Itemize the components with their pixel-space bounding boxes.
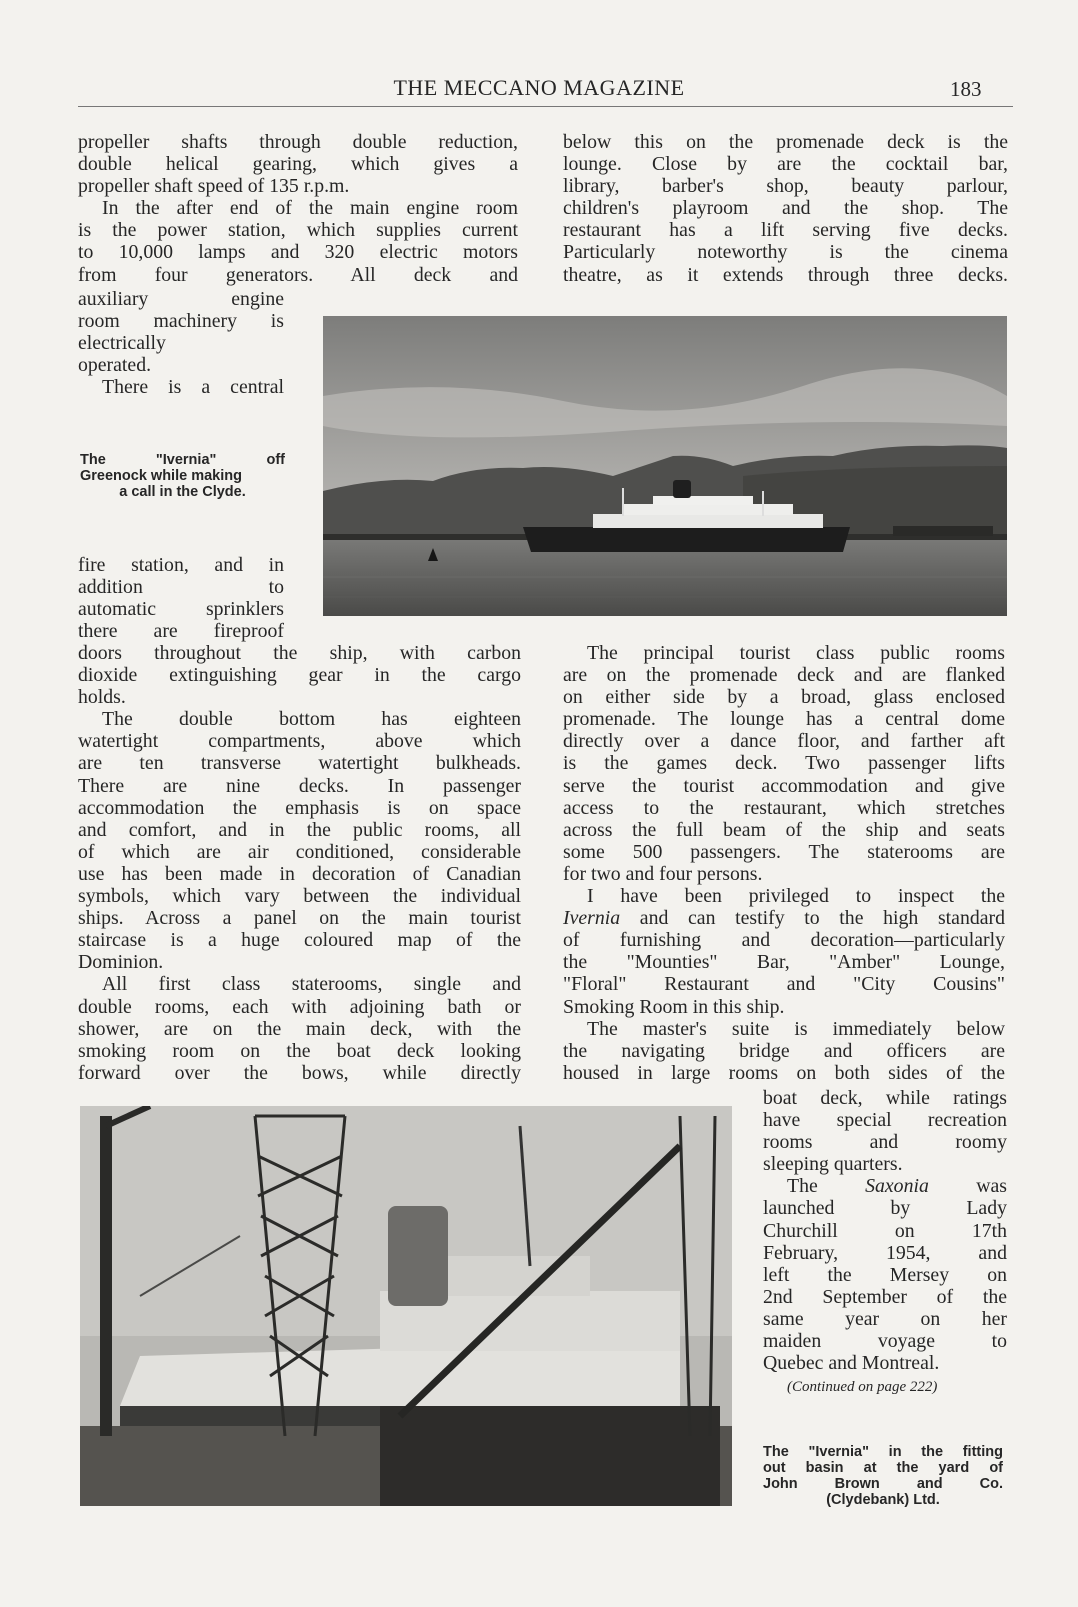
text-line: launched by Lady: [763, 1197, 1007, 1220]
caption-line: out basin at the yard of: [763, 1460, 1003, 1476]
right-column-top: [563, 131, 1008, 286]
text-line: 2nd September of the: [763, 1285, 1007, 1308]
text-line: of which are air conditioned, considerable: [78, 840, 521, 863]
text-line: the navigating bridge and officers are: [563, 1039, 1005, 1062]
text-line: double rooms, each with adjoining bath or: [78, 995, 521, 1018]
caption-line: Greenock while making: [80, 468, 242, 484]
text-line: automatic sprinklers: [78, 598, 284, 621]
text-line: shower, are on the main deck, with the: [78, 1017, 521, 1040]
text-line: left the Mersey on: [763, 1263, 1007, 1286]
right-column-narrow: [763, 1087, 1007, 1374]
text-line: serve the tourist accommodation and give: [563, 774, 1005, 797]
text-line: from four generators. All deck and: [78, 263, 518, 286]
ship-name: Saxonia: [865, 1175, 929, 1198]
left-column-top: [78, 131, 518, 286]
left-column-main: [78, 642, 521, 1084]
caption-line: John Brown and Co.: [763, 1476, 1003, 1492]
text-line: of furnishing and decoration—particularly: [563, 929, 1005, 952]
text-line: addition to: [78, 576, 284, 599]
text-line: operated.: [78, 354, 152, 377]
text-line: room machinery is: [78, 310, 284, 333]
text-line: below this on the promenade deck is the: [563, 131, 1008, 153]
caption-line: The "Ivernia" off: [80, 452, 285, 468]
text-line: have special recreation: [763, 1109, 1007, 1132]
text-line: double helical gearing, which gives a: [78, 153, 518, 176]
text-line: for two and four persons.: [563, 862, 763, 885]
text-line: accommodation the emphasis is on space: [78, 796, 521, 819]
text-line: Smoking Room in this ship.: [563, 995, 785, 1018]
text-line: The double bottom has eighteen: [102, 708, 521, 731]
text-line: doors throughout the ship, with carbon: [78, 642, 521, 664]
text-line: auxiliary engine: [78, 288, 284, 310]
text-line: children's playroom and the shop. The: [563, 197, 1008, 220]
text-line: There is a central: [102, 376, 284, 399]
text-line: symbols, which vary between the individual: [78, 885, 521, 908]
text-line: restaurant has a lift serving five decks.: [563, 219, 1008, 242]
text-line: and comfort, and in the public rooms, all: [78, 818, 521, 841]
header-rule: [78, 106, 1013, 107]
text-line: The principal tourist class public rooms: [587, 642, 1005, 664]
text-line: I have been privileged to inspect the: [587, 885, 1005, 908]
text-line: to 10,000 lamps and 320 electric motors: [78, 241, 518, 264]
text-fragment: was: [928, 1175, 1007, 1198]
left-column-narrow: [78, 288, 284, 398]
text-line: dioxide extinguishing gear in the cargo: [78, 664, 521, 687]
text-line: is the power station, which supplies current: [78, 219, 518, 242]
text-line: directly over a dance floor, and farther aft: [563, 730, 1005, 753]
text-line: Churchill on 17th: [763, 1219, 1007, 1242]
text-line: is the games deck. Two passenger lifts: [563, 752, 1005, 775]
text-line: [563, 907, 1005, 929]
text-line: library, barber's shop, beauty parlour,: [563, 175, 1008, 198]
text-line: fire station, and in: [78, 554, 284, 576]
magazine-title: THE MECCANO MAGAZINE: [393, 75, 685, 100]
text-line: promenade. The lounge has a central dome: [563, 708, 1005, 731]
text-line: The master's suite is immediately below: [587, 1017, 1005, 1040]
text-line: electrically: [78, 332, 166, 355]
continued-note: (Continued on page 222): [787, 1379, 938, 1395]
right-column-main: [563, 642, 1005, 1084]
text-line: There are nine decks. In passenger: [78, 774, 521, 797]
text-line: theatre, as it extends through three decks.: [563, 263, 1008, 286]
text-fragment: The: [787, 1175, 866, 1198]
text-line: rooms and roomy: [763, 1131, 1007, 1154]
text-line: smoking room on the boat deck looking: [78, 1039, 521, 1062]
photo-caption-fitting-out: [763, 1444, 1003, 1508]
text-line: maiden voyage to: [763, 1330, 1007, 1353]
text-line: watertight compartments, above which: [78, 730, 521, 753]
text-line: Dominion.: [78, 951, 164, 974]
text-line: Quebec and Montreal.: [763, 1352, 940, 1375]
text-line: the "Mounties" Bar, "Amber" Lounge,: [563, 951, 1005, 974]
text-line: All first class staterooms, single and: [102, 973, 521, 996]
text-line: propeller shafts through double reduction,: [78, 131, 518, 153]
text-line: staircase is a huge coloured map of the: [78, 929, 521, 952]
page-number: 183: [950, 77, 982, 101]
text-line: Particularly noteworthy is the cinema: [563, 241, 1008, 264]
left-column-narrow-2: [78, 554, 284, 642]
text-line: lounge. Close by are the cocktail bar,: [563, 153, 1008, 176]
text-line: In the after end of the main engine room: [102, 197, 518, 220]
text-line: housed in large rooms on both sides of the: [563, 1061, 1005, 1084]
text-line: holds.: [78, 686, 126, 709]
text-fragment: and can testify to the high standard: [620, 907, 1005, 930]
text-line: ships. Across a panel on the main tourist: [78, 907, 521, 930]
text-line: forward over the bows, while directly: [78, 1061, 521, 1084]
text-line: propeller shaft speed of 135 r.p.m.: [78, 175, 350, 198]
text-line: use has been made in decoration of Canadian: [78, 862, 521, 885]
text-line: same year on her: [763, 1307, 1007, 1330]
text-line: are ten transverse watertight bulkheads.: [78, 752, 521, 775]
text-line: February, 1954, and: [763, 1241, 1007, 1264]
text-line: on either side by a broad, glass enclosed: [563, 686, 1005, 709]
ship-name: Ivernia: [563, 907, 621, 930]
text-line: boat deck, while ratings: [763, 1087, 1007, 1109]
text-line: are on the promenade deck and are flanked: [563, 664, 1005, 687]
photo-caption-ivernia-greenock: [80, 452, 285, 500]
caption-line: (Clydebank) Ltd.: [826, 1492, 940, 1508]
photo-ivernia-fitting-out-basin: [80, 1106, 732, 1506]
photo-ivernia-off-greenock: [323, 316, 1007, 616]
text-line: [763, 1175, 1007, 1197]
text-line: access to the restaurant, which stretches: [563, 796, 1005, 819]
text-line: across the full beam of the ship and seats: [563, 818, 1005, 841]
caption-line: The "Ivernia" in the fitting: [763, 1444, 1003, 1460]
text-line: some 500 passengers. The staterooms are: [563, 840, 1005, 863]
text-line: "Floral" Restaurant and "City Cousins": [563, 973, 1005, 996]
caption-line: a call in the Clyde.: [119, 484, 246, 500]
text-line: sleeping quarters.: [763, 1153, 903, 1176]
text-line: there are fireproof: [78, 620, 284, 643]
